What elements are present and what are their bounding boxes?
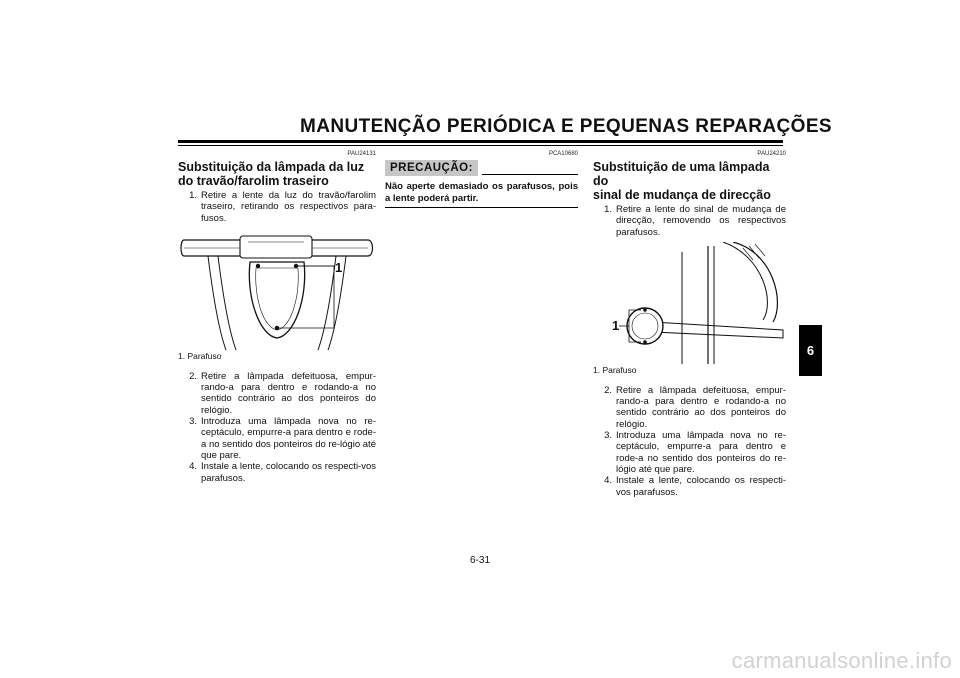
step-number: 2.: [189, 370, 197, 382]
step-1: [593, 204, 786, 238]
section-code: PAU24131: [347, 151, 376, 157]
step-text: Retire a lâmpada defeituosa, empur-rando-a para dentro e rodando-a no sentido contrário ao dos ponteiros do relógio.: [201, 370, 376, 416]
step-number: 4.: [189, 461, 197, 473]
step-number: 3.: [604, 430, 612, 442]
section-heading: [593, 160, 786, 202]
step-text: Introduza uma lâmpada nova no re-ceptáculo, empurre-a para dentro e rode-a no sentido dos ponteiros do re-lógio até que pare.: [616, 430, 786, 475]
step-text: Retire a lente da luz do travão/farolim traseiro, retirando os respectivos para-fusos.: [201, 190, 376, 224]
page-header-title: MANUTENÇÃO PERIÓDICA E PEQUENAS REPARAÇÕES: [300, 116, 832, 137]
middle-column: [385, 150, 578, 208]
step-text: Retire a lâmpada defeituosa, empur-rando-a para dentro e rodando-a no sentido contrário ao dos ponteiros do relógio.: [616, 384, 786, 430]
step-3: [593, 430, 786, 475]
step-text: Introduza uma lâmpada nova no re-ceptáculo, empurre-a para dentro e rode-a no sentido dos ponteiros do re-lógio até que pare.: [201, 416, 376, 461]
watermark: carmanualsonline.info: [731, 648, 952, 673]
precaution-text: Não aperte demasiado os parafusos, pois a lente poderá partir.: [385, 181, 578, 204]
section-code: PAU24210: [757, 151, 786, 157]
step-text: Instale a lente, colocando os respecti-vos parafusos.: [201, 461, 376, 484]
heading-line: sinal de mudança de direcção: [593, 188, 771, 202]
step-4: [178, 461, 376, 484]
turn-signal-illustration: [593, 242, 786, 364]
step-number: 4.: [604, 475, 612, 487]
header-rule: [178, 140, 783, 143]
precaution-bottom-rule: [385, 207, 578, 208]
tail-light-illustration: [178, 228, 376, 350]
step-2: [178, 371, 376, 416]
precaution-header: [385, 160, 578, 176]
figure-callout-number: 1: [335, 259, 343, 275]
step-number: 1.: [189, 190, 197, 201]
precaution-label: PRECAUÇÃO:: [385, 160, 478, 176]
step-text: Retire a lente do sinal de mudança de direcção, removendo os respectivos parafusos.: [616, 204, 786, 238]
heading-line: do travão/farolim traseiro: [178, 174, 329, 188]
heading-line: Substituição da lâmpada da luz: [178, 160, 365, 174]
turn-signal-figure: [593, 242, 786, 364]
heading-line: Substituição de uma lâmpada do: [593, 160, 770, 188]
header-rule-thin: [178, 145, 783, 146]
step-number: 1.: [604, 204, 612, 215]
figure-caption: 1. Parafuso: [593, 364, 637, 375]
left-column: [178, 150, 376, 484]
step-3: [178, 416, 376, 461]
step-number: 2.: [604, 384, 612, 396]
right-column: [593, 150, 786, 498]
figure-caption: 1. Parafuso: [178, 350, 222, 361]
chapter-tab: 6: [799, 325, 822, 376]
precaution-rule: [482, 174, 578, 175]
step-text: Instale a lente, colocando os respecti-vos parafusos.: [616, 475, 786, 498]
section-code: PCA10680: [548, 151, 578, 157]
step-1: [178, 190, 376, 224]
tail-light-figure: [178, 228, 376, 350]
step-number: 3.: [189, 416, 197, 428]
figure-callout-number: 1: [612, 317, 620, 333]
step-4: [593, 475, 786, 498]
section-heading: [178, 160, 376, 188]
step-2: [593, 385, 786, 430]
page-number: 6-31: [469, 555, 490, 566]
